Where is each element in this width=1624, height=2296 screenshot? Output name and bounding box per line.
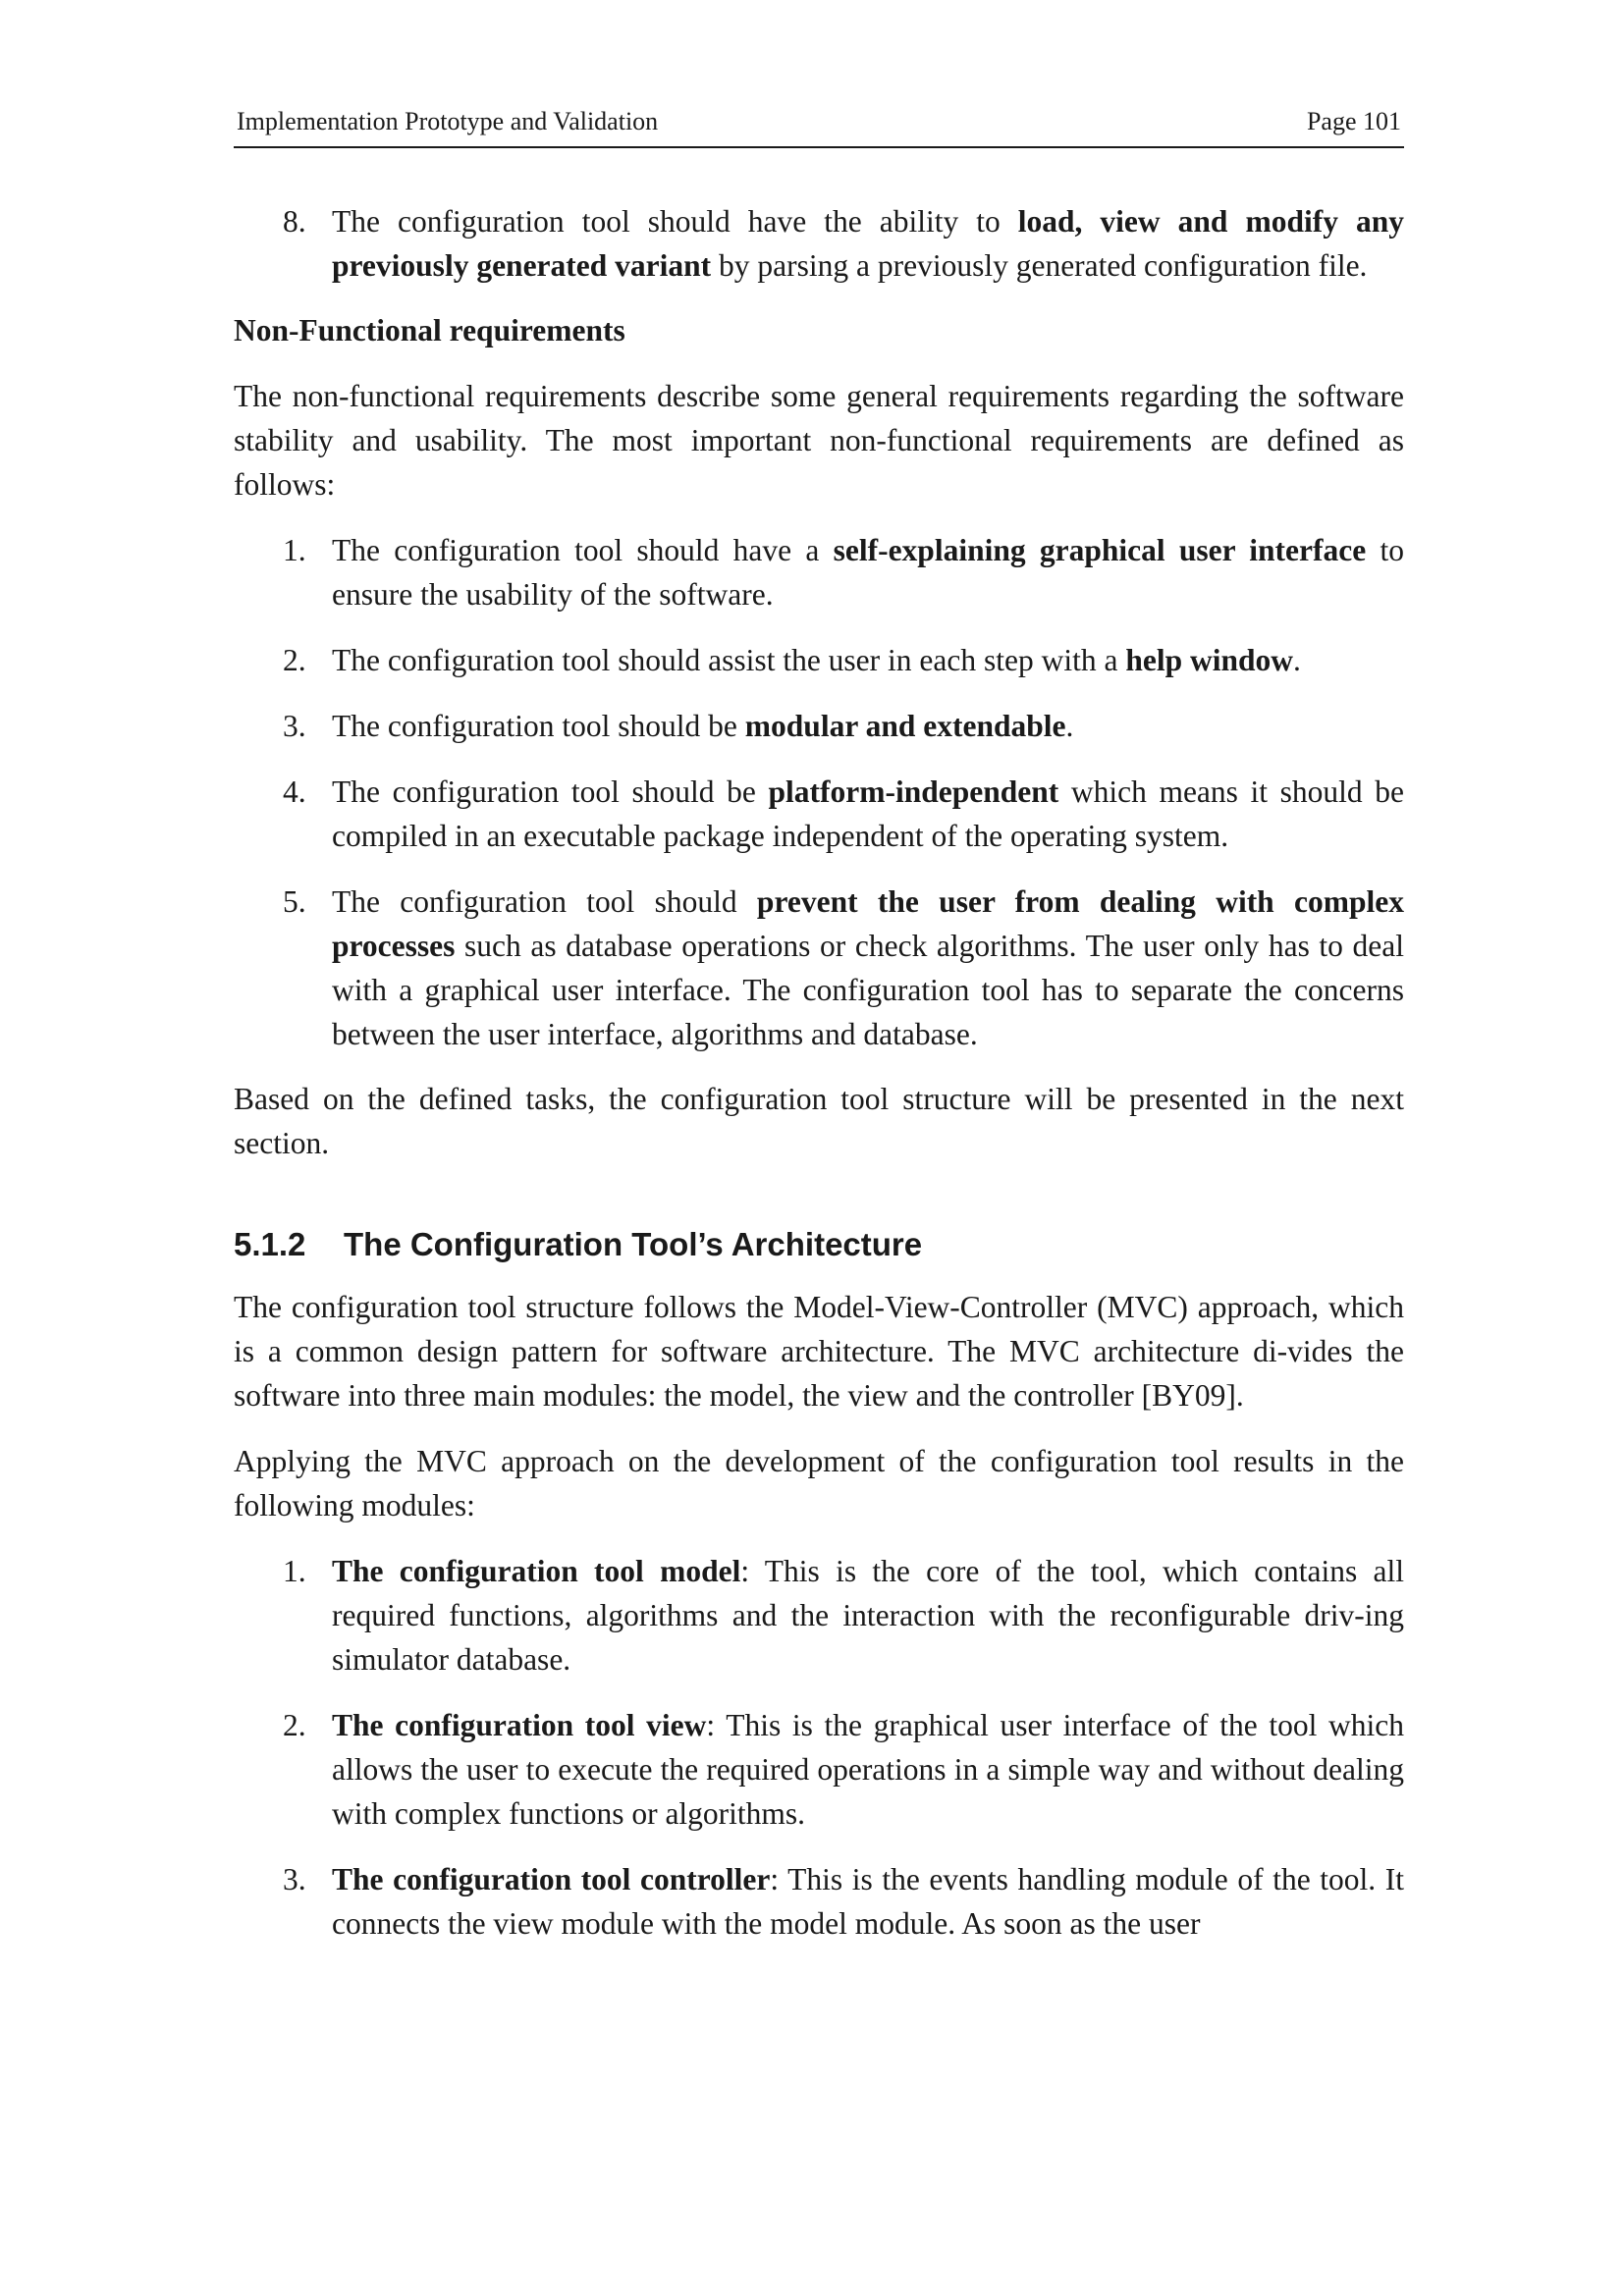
mvc-modules-list (234, 1549, 1404, 1946)
list-item (234, 1549, 1404, 1682)
list-item-text: The configuration tool should be (332, 709, 745, 744)
header-page-number: Page 101 (1306, 107, 1401, 135)
list-item (234, 528, 1404, 616)
page-body (234, 199, 1404, 1946)
list-item-number: 3. (283, 709, 306, 744)
list-item-text: The configuration tool should have the ability to (332, 204, 1018, 240)
document-page (234, 106, 1404, 1966)
section-heading (234, 1222, 1404, 1266)
list-item-text: to ensure the usability of the software. (332, 533, 1404, 613)
section-number: 5.1.2 (234, 1226, 306, 1263)
list-item (234, 770, 1404, 858)
list-item-number: 1. (283, 1554, 306, 1589)
nonfunctional-requirements-list (234, 528, 1404, 1056)
list-item (234, 1703, 1404, 1836)
list-item-emphasis: self-explaining graphical user interface (833, 533, 1367, 568)
header-chapter-title: Implementation Prototype and Validation (237, 107, 659, 135)
list-item-number: 1. (283, 533, 306, 568)
list-item-text: : This is the core of the tool, which contains all required functions, algorithms and the interaction with the reconfigurable driv-ing simulator database. (332, 1554, 1405, 1678)
list-item (234, 880, 1404, 1056)
list-item-emphasis: The configuration tool view (332, 1708, 707, 1743)
list-item (234, 199, 1404, 288)
list-item-text: such as database operations or check algorithms. The user only has to deal with a graphical user interface. The configuration tool has to separate the concerns between the user interface, algorithms and database. (332, 929, 1404, 1052)
section-title: The Configuration Tool’s Architecture (344, 1226, 923, 1263)
list-item-emphasis: The configuration tool controller (332, 1862, 771, 1897)
list-item-text: The configuration tool should have a (332, 533, 834, 568)
list-item-emphasis: The configuration tool model (332, 1554, 741, 1589)
list-item-text: The configuration tool should assist the user in each step with a (332, 643, 1126, 678)
list-item-emphasis: prevent the user from dealing with complex processes (332, 884, 1404, 964)
list-item-text: The configuration tool should be (332, 774, 769, 810)
nonfunctional-intro-paragraph: The non-functional requirements describe some general requirements regarding the software stability and usability. The most important non-functional requirements are defined as follows: (234, 379, 1404, 503)
list-item-text: . (1065, 709, 1074, 744)
list-item-number: 8. (283, 204, 306, 240)
list-item-emphasis: platform-independent (768, 774, 1059, 810)
list-item-number: 5. (283, 884, 306, 920)
list-item-number: 3. (283, 1862, 306, 1897)
list-item-text: : This is the events handling module of the tool. It connects the view module with the model module. As soon as the user (332, 1862, 1404, 1942)
list-item-emphasis: load, view and modify any previously generated variant (332, 204, 1404, 284)
functional-requirements-list-continued (234, 199, 1404, 288)
list-item (234, 1857, 1404, 1946)
list-item (234, 704, 1404, 748)
list-item-number: 2. (283, 1708, 306, 1743)
list-item-emphasis: help window (1125, 643, 1294, 678)
list-item-emphasis: modular and extendable (744, 709, 1066, 744)
modules-intro-paragraph: Applying the MVC approach on the development of the configuration tool results in the following modules: (234, 1444, 1404, 1523)
running-header (234, 106, 1404, 148)
transition-paragraph: Based on the defined tasks, the configuration tool structure will be presented in the next section. (234, 1082, 1404, 1161)
list-item-number: 4. (283, 774, 306, 810)
mvc-paragraph: The configuration tool structure follows the Model-View-Controller (MVC) approach, which is a common design pattern for software architecture. The MVC architecture di-vides the software into three main modules: the model, the view and the controller [BY09]. (234, 1290, 1404, 1414)
nonfunctional-heading: Non-Functional requirements (234, 313, 625, 348)
list-item-text: by parsing a previously generated configuration file. (711, 248, 1368, 284)
list-item-text: . (1293, 643, 1301, 678)
list-item-text: : This is the graphical user interface of the tool which allows the user to execute the required operations in a simple way and without dealing with complex functions or algorithms. (332, 1708, 1404, 1832)
list-item-text: The configuration tool should (332, 884, 757, 920)
list-item-text: which means it should be compiled in an executable package independent of the operating system. (332, 774, 1405, 854)
list-item (234, 638, 1404, 682)
list-item-number: 2. (283, 643, 306, 678)
